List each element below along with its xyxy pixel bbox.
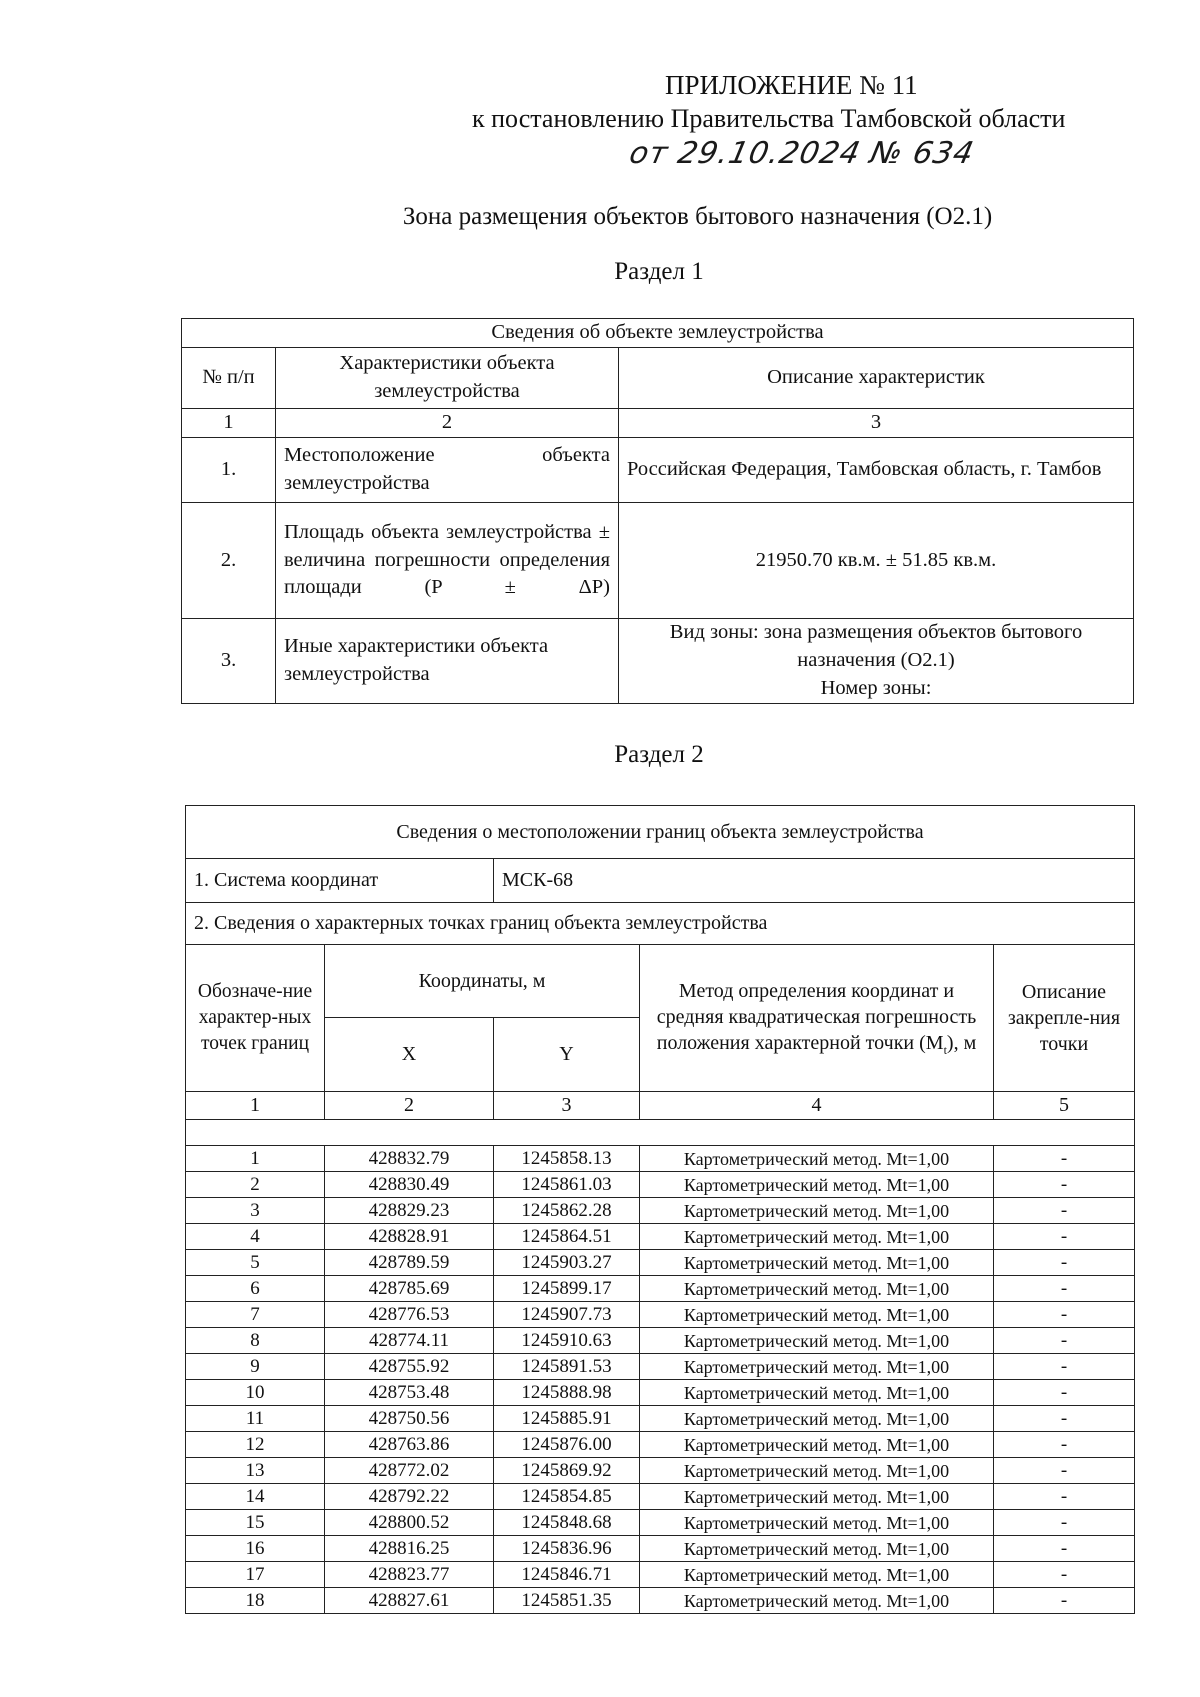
characteristic-value: Российская Федерация, Тамбовская область, г. Тамбов bbox=[619, 438, 1134, 503]
point-fixing: - bbox=[994, 1588, 1135, 1614]
point-x: 428823.77 bbox=[325, 1562, 494, 1588]
point-fixing: - bbox=[994, 1172, 1135, 1198]
point-number: 8 bbox=[186, 1328, 325, 1354]
table-row bbox=[186, 1510, 1135, 1536]
section2-heading: Раздел 2 bbox=[614, 741, 704, 768]
point-y: 1245899.17 bbox=[494, 1276, 640, 1302]
point-y: 1245891.53 bbox=[494, 1354, 640, 1380]
table-row bbox=[186, 1562, 1135, 1588]
point-method: Картометрический метод. Mt=1,00 bbox=[640, 1276, 994, 1302]
point-x: 428829.23 bbox=[325, 1198, 494, 1224]
point-y: 1245836.96 bbox=[494, 1536, 640, 1562]
document-title: Зона размещения объектов бытового назначения (О2.1) bbox=[402, 203, 993, 230]
table-row bbox=[186, 1198, 1135, 1224]
point-number: 9 bbox=[186, 1354, 325, 1380]
point-fixing: - bbox=[994, 1380, 1135, 1406]
characteristic-name: Площадь объекта землеустройства ± величина погрешности определения площади (P ± ΔP) bbox=[276, 503, 619, 619]
table-title: Сведения об объекте землеустройства bbox=[182, 319, 1134, 348]
table-row bbox=[186, 1458, 1135, 1484]
point-x: 428827.61 bbox=[325, 1588, 494, 1614]
point-number: 12 bbox=[186, 1432, 325, 1458]
point-fixing: - bbox=[994, 1276, 1135, 1302]
point-fixing: - bbox=[994, 1406, 1135, 1432]
col-number: 2 bbox=[325, 1092, 494, 1120]
point-method: Картометрический метод. Mt=1,00 bbox=[640, 1328, 994, 1354]
section1-heading: Раздел 1 bbox=[614, 258, 704, 285]
point-method: Картометрический метод. Mt=1,00 bbox=[640, 1536, 994, 1562]
point-x: 428800.52 bbox=[325, 1510, 494, 1536]
point-x: 428832.79 bbox=[325, 1146, 494, 1172]
point-method: Картометрический метод. Mt=1,00 bbox=[640, 1172, 994, 1198]
point-method: Картометрический метод. Mt=1,00 bbox=[640, 1302, 994, 1328]
point-y: 1245869.92 bbox=[494, 1458, 640, 1484]
point-y: 1245848.68 bbox=[494, 1510, 640, 1536]
point-y: 1245858.13 bbox=[494, 1146, 640, 1172]
point-number: 14 bbox=[186, 1484, 325, 1510]
point-method: Картометрический метод. Mt=1,00 bbox=[640, 1354, 994, 1380]
point-number: 16 bbox=[186, 1536, 325, 1562]
col-coordinates: Координаты, м bbox=[325, 945, 640, 1018]
point-number: 17 bbox=[186, 1562, 325, 1588]
point-fixing: - bbox=[994, 1354, 1135, 1380]
table-row bbox=[186, 1588, 1135, 1614]
table-row bbox=[186, 1484, 1135, 1510]
land-object-table bbox=[181, 318, 1134, 704]
col-x: X bbox=[325, 1018, 494, 1092]
point-fixing: - bbox=[994, 1302, 1135, 1328]
table-row bbox=[186, 1354, 1135, 1380]
col-header: Характеристики объекта землеустройства bbox=[276, 348, 619, 409]
table-row bbox=[186, 1328, 1135, 1354]
decree-reference: к постановлению Правительства Тамбовской области bbox=[472, 104, 1066, 133]
point-fixing: - bbox=[994, 1224, 1135, 1250]
point-y: 1245864.51 bbox=[494, 1224, 640, 1250]
point-method: Картометрический метод. Mt=1,00 bbox=[640, 1146, 994, 1172]
point-fixing: - bbox=[994, 1250, 1135, 1276]
table-row bbox=[182, 438, 1134, 503]
zone-type: Вид зоны: зона размещения объектов бытового назначения (О2.1) bbox=[669, 621, 1083, 672]
col-header: № п/п bbox=[182, 348, 276, 409]
point-fixing: - bbox=[994, 1432, 1135, 1458]
point-number: 5 bbox=[186, 1250, 325, 1276]
col-number: 3 bbox=[494, 1092, 640, 1120]
point-x: 428785.69 bbox=[325, 1276, 494, 1302]
col-number: 1 bbox=[186, 1092, 325, 1120]
characteristic-value bbox=[619, 619, 1134, 704]
point-x: 428753.48 bbox=[325, 1380, 494, 1406]
col-method: Метод определения координат и средняя квадратическая погрешность положения характерной точки $(M_t)$, м bbox=[640, 945, 994, 1092]
point-method: Картометрический метод. Mt=1,00 bbox=[640, 1588, 994, 1614]
point-x: 428763.86 bbox=[325, 1432, 494, 1458]
point-fixing: - bbox=[994, 1328, 1135, 1354]
point-number: 2 bbox=[186, 1172, 325, 1198]
col-number: 4 bbox=[640, 1092, 994, 1120]
point-method: Картометрический метод. Mt=1,00 bbox=[640, 1484, 994, 1510]
point-x: 428776.53 bbox=[325, 1302, 494, 1328]
col-fixing: Описание закрепле-ния точки bbox=[994, 945, 1135, 1092]
row-number: 2. bbox=[182, 503, 276, 619]
col-number: 5 bbox=[994, 1092, 1135, 1120]
zone-number-label: Номер зоны: bbox=[820, 676, 932, 699]
point-number: 6 bbox=[186, 1276, 325, 1302]
point-number: 15 bbox=[186, 1510, 325, 1536]
point-y: 1245888.98 bbox=[494, 1380, 640, 1406]
characteristic-value: 21950.70 кв.м. ± 51.85 кв.м. bbox=[619, 503, 1134, 619]
handwritten-date-number: от 29.10.2024 № 634 bbox=[626, 136, 978, 171]
table-row bbox=[186, 1380, 1135, 1406]
point-number: 1 bbox=[186, 1146, 325, 1172]
col-number: 3 bbox=[619, 409, 1134, 438]
coord-system-value: МСК-68 bbox=[494, 859, 1135, 903]
point-fixing: - bbox=[994, 1198, 1135, 1224]
point-method: Картометрический метод. Mt=1,00 bbox=[640, 1458, 994, 1484]
table-row bbox=[186, 1172, 1135, 1198]
table-row bbox=[186, 1276, 1135, 1302]
point-number: 4 bbox=[186, 1224, 325, 1250]
table-title: Сведения о местоположении границ объекта землеустройства bbox=[186, 806, 1135, 859]
point-method: Картометрический метод. Mt=1,00 bbox=[640, 1224, 994, 1250]
point-method: Картометрический метод. Mt=1,00 bbox=[640, 1510, 994, 1536]
point-method: Картометрический метод. Mt=1,00 bbox=[640, 1380, 994, 1406]
point-fixing: - bbox=[994, 1458, 1135, 1484]
point-y: 1245861.03 bbox=[494, 1172, 640, 1198]
point-fixing: - bbox=[994, 1146, 1135, 1172]
col-y: Y bbox=[494, 1018, 640, 1092]
point-x: 428774.11 bbox=[325, 1328, 494, 1354]
table-row bbox=[186, 1146, 1135, 1172]
appendix-number: ПРИЛОЖЕНИЕ № 11 bbox=[665, 70, 918, 100]
row-number: 1. bbox=[182, 438, 276, 503]
boundary-points-table bbox=[185, 805, 1135, 1614]
row-number: 3. bbox=[182, 619, 276, 704]
coord-system-label: 1. Система координат bbox=[186, 859, 494, 903]
point-y: 1245876.00 bbox=[494, 1432, 640, 1458]
characteristic-name: Иные характеристики объекта землеустройства bbox=[276, 619, 619, 704]
point-y: 1245846.71 bbox=[494, 1562, 640, 1588]
point-number: 11 bbox=[186, 1406, 325, 1432]
point-method: Картометрический метод. Mt=1,00 bbox=[640, 1406, 994, 1432]
table-row bbox=[186, 1432, 1135, 1458]
table-row bbox=[186, 1224, 1135, 1250]
point-number: 3 bbox=[186, 1198, 325, 1224]
point-x: 428830.49 bbox=[325, 1172, 494, 1198]
point-fixing: - bbox=[994, 1562, 1135, 1588]
point-x: 428792.22 bbox=[325, 1484, 494, 1510]
point-method: Картометрический метод. Mt=1,00 bbox=[640, 1250, 994, 1276]
point-method: Картометрический метод. Mt=1,00 bbox=[640, 1198, 994, 1224]
point-number: 13 bbox=[186, 1458, 325, 1484]
point-y: 1245910.63 bbox=[494, 1328, 640, 1354]
point-y: 1245862.28 bbox=[494, 1198, 640, 1224]
table-row bbox=[182, 503, 1134, 619]
point-number: 7 bbox=[186, 1302, 325, 1328]
point-number: 18 bbox=[186, 1588, 325, 1614]
point-x: 428750.56 bbox=[325, 1406, 494, 1432]
point-y: 1245903.27 bbox=[494, 1250, 640, 1276]
col-designation: Обозначе-ние характер-ных точек границ bbox=[186, 945, 325, 1092]
table-row bbox=[186, 1406, 1135, 1432]
points-body bbox=[186, 1146, 1135, 1614]
point-x: 428755.92 bbox=[325, 1354, 494, 1380]
empty-cell bbox=[186, 1120, 1135, 1146]
table-row bbox=[186, 1250, 1135, 1276]
col-number: 1 bbox=[182, 409, 276, 438]
point-x: 428772.02 bbox=[325, 1458, 494, 1484]
point-y: 1245851.35 bbox=[494, 1588, 640, 1614]
point-method: Картометрический метод. Mt=1,00 bbox=[640, 1562, 994, 1588]
point-number: 10 bbox=[186, 1380, 325, 1406]
point-y: 1245885.91 bbox=[494, 1406, 640, 1432]
table-row bbox=[186, 1302, 1135, 1328]
point-fixing: - bbox=[994, 1536, 1135, 1562]
point-method: Картометрический метод. Mt=1,00 bbox=[640, 1432, 994, 1458]
point-y: 1245907.73 bbox=[494, 1302, 640, 1328]
characteristic-name: Местоположение объекта землеустройства bbox=[276, 438, 619, 503]
table-row bbox=[186, 1536, 1135, 1562]
table-row bbox=[182, 619, 1134, 704]
points-title: 2. Сведения о характерных точках границ объекта землеустройства bbox=[186, 903, 1135, 945]
point-x: 428816.25 bbox=[325, 1536, 494, 1562]
point-x: 428828.91 bbox=[325, 1224, 494, 1250]
empty-row bbox=[186, 1120, 1135, 1146]
col-header: Описание характеристик bbox=[619, 348, 1134, 409]
col-number: 2 bbox=[276, 409, 619, 438]
point-x: 428789.59 bbox=[325, 1250, 494, 1276]
point-y: 1245854.85 bbox=[494, 1484, 640, 1510]
point-fixing: - bbox=[994, 1484, 1135, 1510]
point-fixing: - bbox=[994, 1510, 1135, 1536]
